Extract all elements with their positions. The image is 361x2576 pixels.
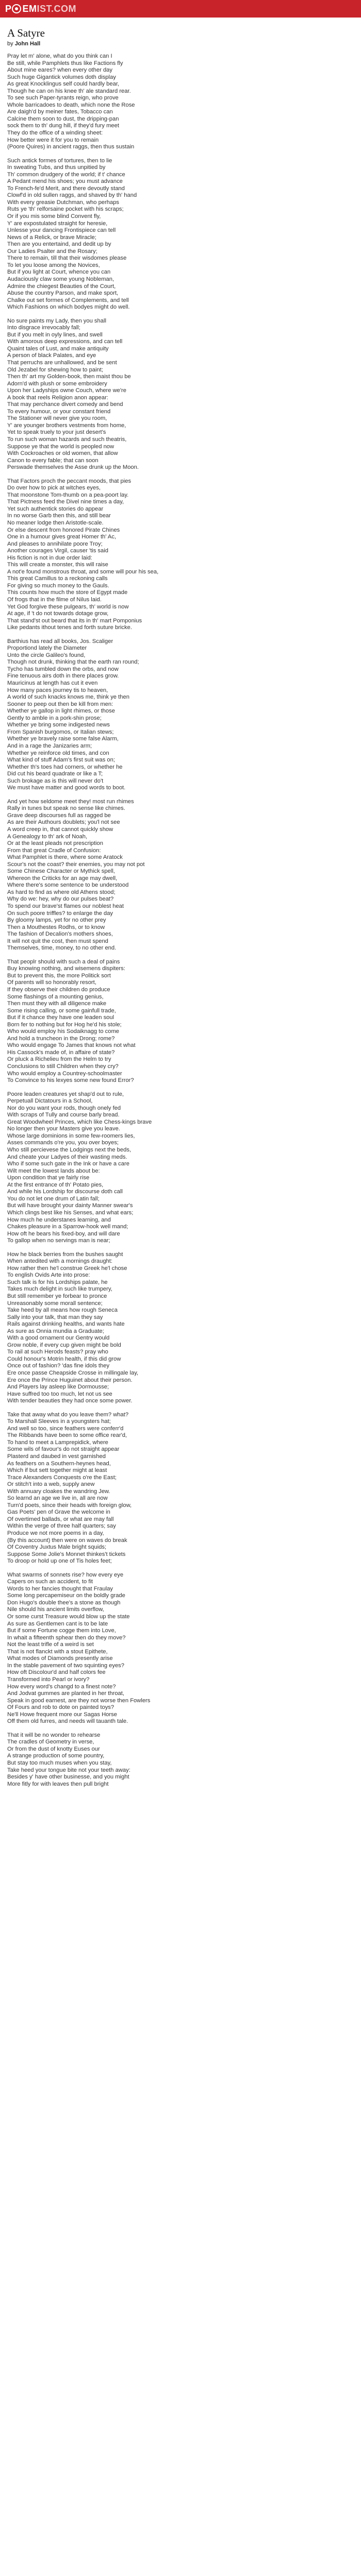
poem-line: Sooner to peep out then be kill from men:: [7, 701, 113, 707]
poem-line: How better were it for you to remain: [7, 137, 99, 143]
poem-line: How every word's changd to a finest note?: [7, 1683, 116, 1690]
poem-line: Th' common drudgery of the world; if t' chance: [7, 171, 125, 178]
poem-line: Are daigh'd by meiner fates, Tobacco can: [7, 109, 113, 115]
stanza: [7, 318, 354, 471]
poem-line: Turn'd poets, since their heads with foreign glow,: [7, 1502, 132, 1509]
poem-line: Such brokage as is this will never do't: [7, 777, 104, 784]
poem-line: They do the office of a winding sheet:: [7, 130, 103, 137]
poem-line: Wilt meet the lowest lands about be:: [7, 1167, 100, 1174]
poem-line: And well so too, since feathers were conferr'd: [7, 1425, 124, 1432]
poem-line: Pray let m' alone, what do you think can I: [7, 53, 112, 59]
poem-line: Our Ladies Psalter and the Rosary;: [7, 248, 97, 255]
poem-line: Or stitch't into a web, supply anew: [7, 1481, 95, 1488]
poem-line: And Jodvat gummes are planted in her throat,: [7, 1690, 124, 1697]
poem-line: Fine tenuous airs doth in there places grow.: [7, 673, 119, 680]
poem-line: Old Jezabel for shewing how to paint;: [7, 366, 103, 373]
poem-line: Then th' art my Golden-book, then maist thou be: [7, 374, 131, 380]
poem-line: On such poore triffles? to enlarge the day: [7, 910, 113, 917]
poem-line: And hold a truncheon in the Drong; rome?: [7, 1035, 115, 1042]
poem-line: Though he can on his knee th' ale standard rear.: [7, 88, 131, 94]
poem-line: Grow noble, if every cup given might be bold: [7, 1342, 121, 1348]
poem-line: That is not flanckt with a stout Epithete,: [7, 1648, 108, 1655]
poem-line: To let you loose among the Novices,: [7, 262, 100, 268]
poem-line: Who would engage To James that knows not what: [7, 1042, 136, 1049]
poem-line: As feathers on a Southern-heynes head,: [7, 1460, 111, 1467]
poem-line: A world of such knacks knows me, think ye then: [7, 694, 129, 701]
poem-line: This great Camillus to a reckoning calls: [7, 575, 108, 582]
poem-line: Another courages Virgil, causer 'tis said: [7, 548, 108, 554]
poem-line: Unreasonably some morall sentence;: [7, 1300, 103, 1307]
poem-line: Gas Poets' pen of Grave the welcome in: [7, 1509, 110, 1516]
poem-line: A person of black Palates, and eye: [7, 352, 96, 359]
poem-line: But still remember ye forbear to pronce: [7, 1293, 107, 1299]
poem-line: Or pluck a Richelieu from the Helm to try: [7, 1056, 111, 1063]
poem-line: News of a Relick, or brave Miracle;: [7, 234, 96, 241]
poem-line: That may perchance divert comedy and bend: [7, 401, 123, 408]
poem-line: As hard to find as where old Athens stood;: [7, 889, 116, 895]
poem-line: Rails against drinking healths, and wants hate: [7, 1321, 125, 1328]
poem-line: Buy knowing nothing, and wisemens dispiters:: [7, 965, 125, 972]
poem-line: How many paces journey tis to heaven,: [7, 687, 108, 693]
stanza: [7, 1412, 354, 1565]
poem-line: Proportiond lately the Diameter: [7, 645, 87, 652]
poem-line: Words to her fancies thought that Fraulay: [7, 1585, 113, 1592]
poem-line: Perswade themselves the Asse drunk up the Moon.: [7, 464, 139, 471]
poem-line: Canon to every fable; that can soon: [7, 457, 99, 464]
poem-line: Some long percapemiseur on the boldly grade: [7, 1592, 125, 1599]
poem-line: Which if but sett together might at least: [7, 1467, 107, 1474]
poem-line: A strange production of some pountry,: [7, 1753, 105, 1759]
poem-line: Be still, while Pamphlets thus like Factions fly: [7, 60, 123, 66]
poem-line: Into disgrace irrevocably fall;: [7, 325, 80, 331]
poem-line: And in a rage the Janizaries arm;: [7, 742, 92, 749]
poem-line: Whether ye gallop in light rhimes, or those: [7, 708, 115, 715]
poem-line: As great Knocklingus self could hardly bear,: [7, 81, 120, 88]
poem-line: In whait a fifteenth sphear then do they move?: [7, 1634, 126, 1641]
poem-line: We must have matter and good words to boot.: [7, 785, 126, 791]
poem-line: To droop or hold up one of Tis holes feet;: [7, 1558, 112, 1565]
poem-line: Such huge Gigantick volumes doth display: [7, 74, 116, 80]
poem-line: Off them old furres, and needs will tauanth tale.: [7, 1718, 128, 1725]
poem-line: What Pamphlet is there, where some Aratock: [7, 854, 123, 861]
logo-circle-icon: [12, 4, 21, 13]
poem-line: sock them to th' dung hill, if they'd fury meet: [7, 123, 119, 129]
poem-line: To see such Paper-tyrants reign, who prove: [7, 95, 119, 101]
poem-line: Then a Mouthestes Rodhs, or to know: [7, 924, 105, 930]
poem-line: That Pictness feed the Divel nine times a day,: [7, 499, 124, 505]
poem-line: Clowf'd in old sullen raggs, and shaved by th' hand: [7, 192, 137, 199]
poem-line: That Factors proch the peccant moods, that pies: [7, 478, 132, 484]
poem-line: Sally into your talk, that man they say: [7, 1314, 103, 1320]
poem-line: Barthius has read all books, Jos. Scaliger: [7, 638, 113, 645]
poem-line: Or at the least pleads not prescription: [7, 840, 103, 847]
poem-line: How oft Discolour'd and half colors fee: [7, 1669, 106, 1676]
poem-line: That peoplr should with such a deal of pains: [7, 958, 120, 965]
poem-line: His fiction is not in due order laid:: [7, 554, 92, 561]
poem-line: Suppose ye that the world is peopled now: [7, 443, 114, 450]
poem-line: What modes of Diamonds presently arise: [7, 1655, 113, 1662]
poem-line: By gloomy lamps, yet for no other prey: [7, 917, 106, 924]
poem-line: No meaner lodge then Aristotle-scale.: [7, 520, 104, 526]
poem-line: Of parents will so honorably resort,: [7, 979, 96, 986]
poem-line: But will have brought your dainty Manner swear's: [7, 1202, 133, 1209]
poem-line: As sure as Onnia mundia a Graduate;: [7, 1328, 104, 1334]
poem-line: Such antick formes of tortures, then to lie: [7, 157, 112, 164]
logo-secondary: IST.COM: [37, 3, 77, 14]
poem-line: Yet God forgive these pulgears, th' world is now: [7, 603, 129, 610]
poem-line: Then are you entertaind, and dedit up by: [7, 241, 111, 248]
poem-line: When antedited with a mornings draught:: [7, 1258, 112, 1265]
poem-line: Speak in good earnest, are they not worse then Fowlers: [7, 1697, 151, 1704]
poem-line: Grave deep discourses full as ragged be: [7, 812, 111, 819]
poem-line: Y' are expostulated straight for heresie,: [7, 220, 108, 227]
poem-line: Whether th's toes had corners, or whether he: [7, 764, 123, 770]
poem-line: Poore leaden creatures yet shap'd out to rule,: [7, 1091, 124, 1097]
poem-line: Yet to speak truely to your just desert's: [7, 429, 106, 436]
poem-line: To Convince to his lexyes some new found Error?: [7, 1077, 134, 1084]
poem-line: To gallop when no servings man is near;: [7, 1238, 110, 1244]
poem-author: [7, 41, 354, 47]
poem-line: Then must they with all diligence make: [7, 1001, 107, 1007]
poem-line: And yet how seldome meet they! most run rhimes: [7, 798, 134, 805]
poem-line: But if it chance they have one leaden soul: [7, 1014, 114, 1021]
poem-line: Y' are younger brothers vestments from home,: [7, 422, 126, 429]
poem-line: At age, if 't do not towards dotage grow,: [7, 611, 109, 617]
poem-line: Some Chinese Character or Mythick spell,: [7, 868, 115, 875]
poem-line: No sure paints my Lady, then you shall: [7, 317, 106, 324]
stanza: [7, 478, 354, 632]
logo-p: P: [5, 3, 12, 14]
poem-line: With annuary cloakes the wandring Jew.: [7, 1488, 110, 1495]
poem-line: Chalke out set formes of Complements, and tell: [7, 297, 129, 303]
poem-title: A Satyre: [7, 27, 45, 39]
poem-line: As sure as Gentlemen cant is to be late: [7, 1620, 108, 1627]
poem-line: Within the verge of three half quarters; say: [7, 1523, 116, 1530]
stanza: [7, 1732, 354, 1788]
stanza: [7, 158, 354, 311]
poem-line: Of overtimed ballads, or what are may fall: [7, 1516, 114, 1522]
poem-line: Whether ye reinforce old times, and con: [7, 750, 109, 756]
poem-line: Whereon the Criticks for an age may dwell,: [7, 875, 118, 882]
stanza: [7, 1091, 354, 1245]
poem-line: Of Coventry Juxtus Male bright squids;: [7, 1544, 107, 1551]
poem-line: Unto the circle Galileo's found,: [7, 652, 86, 658]
poem-line: That perruchs are unhallowed, and be sent: [7, 359, 117, 366]
poem-line: Perpetuall Dictatours in a School,: [7, 1098, 93, 1105]
poem-line: Ruts ye 'th' relforsaine pocket with his scraps;: [7, 206, 124, 213]
poem-line: A not'e found monstrous throat, and some will pour his sea,: [7, 568, 159, 575]
stanza: [7, 638, 354, 792]
poem-line: Who if some such gate in the Ink or have a care: [7, 1161, 129, 1167]
poem-line: How rather then he'l construe Greek he'l chose: [7, 1265, 127, 1272]
poem-line: Why do we: hey, why do our pulses beat?: [7, 896, 114, 903]
poem-line: What swarms of sonnets rise? how every eye: [7, 1571, 124, 1578]
stanza: [7, 959, 354, 1084]
poem-line: That moonstone Tom-thumb on a pea-poort lay.: [7, 492, 129, 498]
poem-line: Capers on such an accident, to fit: [7, 1579, 93, 1585]
poem-line: Calcine them soon to dust, the dripping-pan: [7, 115, 119, 122]
poem-line: Take heed your tongue bite not your teeth away:: [7, 1767, 130, 1773]
poem-line: The Stationer will never give you room,: [7, 415, 107, 422]
poem-line: To spend our brave'st flames our noblest heat: [7, 903, 124, 909]
poem-line: Take that away what do you leave them? what?: [7, 1411, 129, 1418]
poem-line: How much he understanes learning, and: [7, 1216, 111, 1223]
logo-primary: EM: [22, 3, 37, 14]
poem-line: For giving so much money to the Gauls.: [7, 582, 109, 589]
poem-line: With Cockroaches or old women, that allow: [7, 450, 118, 457]
poem-line: Did cut his beard quadrate or like a T;: [7, 771, 103, 777]
poem-line: Ne'll Howe frequent more our Sagas Horse: [7, 1711, 117, 1718]
poem-line: The Ribbands have been to some office rear'd,: [7, 1432, 127, 1439]
poem-line: To rail at such Herods feasts? pray who: [7, 1349, 108, 1355]
poem-line: Upon her Ladyships owne Couch, where we're: [7, 387, 126, 394]
poem-line: Some wils of favour's do not straight appear: [7, 1446, 120, 1453]
poem-line: To French-fe'd Merit, and there devoutly stand: [7, 185, 125, 192]
poem-line: To hand to meet a Lamprepidick, where: [7, 1439, 108, 1446]
site-logo[interactable]: [5, 4, 76, 14]
poem-line: Do over how to pick at witches eyes,: [7, 485, 101, 492]
poem-line: But if you light at Court, whence you can: [7, 269, 111, 276]
poem-line: Don Hugo's double thee's a stone as though: [7, 1599, 121, 1606]
poem-line: Where there's some sentence to be understood: [7, 882, 129, 889]
poem-line: His Cassock's made of, in affaire of state?: [7, 1049, 115, 1056]
poem-line: At the first entrance of th' Potato pies,: [7, 1181, 104, 1188]
poem-line: In the stable pavement of two squinting eyes?: [7, 1662, 125, 1669]
poem-line: Trace Alexanders Conquests o're the East;: [7, 1474, 117, 1481]
poem-line: Who would employ a Countrey-schoolmaster: [7, 1070, 122, 1077]
poem-line: Of frogs that in the filme of Nilus laid.: [7, 597, 102, 603]
poem-line: But stay too much muses when you stay,: [7, 1759, 112, 1766]
poem-line: Ere once the Prince Huguinet about their person.: [7, 1377, 133, 1383]
poem-line: Produce we not more poems in a day,: [7, 1530, 104, 1537]
poem-line: That it will be no wonder to rehearse: [7, 1732, 101, 1738]
poem-line: The fashion of Decalion's mothers shoes,: [7, 931, 113, 938]
poem-line: Who would employ his Sodaiknagg to come: [7, 1028, 120, 1035]
poem-line: Besides y' have other businesse, and you might: [7, 1774, 129, 1781]
poem-line: Admire the chiegest Beauties of the Court,: [7, 283, 116, 290]
poem-line: Rally in tunes but speak no sense like chimes.: [7, 805, 125, 812]
poem-line: With scraps of Tully and course barly bread.: [7, 1112, 120, 1118]
poem-line: But to prevent this, the more Politick sort: [7, 972, 111, 979]
poem-line: Whose large dominions in some few-roomers lies,: [7, 1132, 135, 1139]
poem-line: Or some curst Treasure would blow up the state: [7, 1614, 130, 1620]
poem-line: To Marshall Sleeves in a youngsters hat;: [7, 1418, 111, 1425]
poem-line: Gently to amble in a pork-shin prose;: [7, 715, 102, 721]
poem-line: Not the least trifle of a weird is set: [7, 1641, 94, 1648]
poem-line: With amorous deep expressions, and can tell: [7, 338, 123, 345]
poem-line: Who still percievese the Lodgings next the beds,: [7, 1147, 132, 1154]
poem-line: Suppose Some Jolie's Monnet thinkes't tickets: [7, 1551, 126, 1557]
poem-line: So learnd an age we live in, all are now: [7, 1495, 108, 1502]
poem-line: One in a humour gives great Homer th' Ac,: [7, 534, 117, 540]
poem-line: Some rising calling, or some gainfull trade,: [7, 1007, 116, 1014]
poem-line: Plasterd and daubed in vest garnished: [7, 1453, 106, 1460]
poem-line: Or else descent from honored Pirate Chines: [7, 527, 120, 533]
poem-line: To run such woman hazards and such theatris,: [7, 436, 127, 443]
poem-line: Quaint tales of Lust, and make antiquity: [7, 345, 109, 352]
poem-line: This will create a monster, this will raise: [7, 562, 108, 568]
poem-line: But if some Fortune cogge them into Love,: [7, 1628, 116, 1634]
poem-line: Whether ye bring some indigested news: [7, 722, 110, 728]
author-name[interactable]: John Hall: [14, 41, 41, 47]
poem-line: Like pedants ithout tenes and forth suture bricke.: [7, 624, 132, 631]
poem-line: Have suffred too too much, let not us see: [7, 1391, 112, 1397]
poem-line: This counts how much the store of Egypt made: [7, 589, 128, 596]
poem-line: Which clings best like his Senses, and what ears;: [7, 1209, 134, 1216]
poem-line: But if you melt in oyly lines, and swell: [7, 331, 103, 338]
poem-line: As are their Authours doublets; you'l not see: [7, 819, 120, 826]
poem-line: (Poore Quires) in ancient raggs, then thus sustain: [7, 144, 135, 150]
poem-body: [7, 53, 354, 1788]
poem-line: Yet such authentick stories do appear: [7, 505, 104, 512]
poem-content: [0, 18, 361, 1788]
poem-line: Tycho has tumbled down the orbs, and now: [7, 666, 119, 672]
poem-line: You do not let one drum of Latin fall;: [7, 1195, 100, 1202]
poem-line: With every greasie Dutchman, who perhaps: [7, 199, 120, 206]
poem-line: Scour's not the coast? their enemies, you may not pot: [7, 861, 145, 868]
stanza: [7, 1251, 354, 1405]
poem-line: Mauricinus at length has cut it even: [7, 680, 98, 687]
poem-line: Such talk is for his Lordships palate, he: [7, 1279, 108, 1285]
author-prefix: by: [7, 41, 13, 47]
poem-line: And cheate your Ladyes of their wasting meds.: [7, 1154, 127, 1160]
poem-line: A book that reels Religion anon appear:: [7, 394, 108, 401]
poem-line: And Players lay asleep like Dormousse;: [7, 1384, 109, 1391]
poem-line: Asses commands o're you, you over boyes;: [7, 1140, 119, 1146]
stanza: [7, 1572, 354, 1725]
poem-line: Or from the dust of knotty Euses our: [7, 1745, 100, 1752]
poem-line: No longer then your Masters give you leave.: [7, 1126, 120, 1132]
poem-line: The cradles of Geometry in verse,: [7, 1739, 94, 1745]
poem-line: Themselves, time, money, to no other end.: [7, 945, 117, 952]
poem-line: Though not drunk, thinking that the earth ran round;: [7, 659, 139, 666]
poem-line: Take heed by all means how rough Seneca: [7, 1307, 118, 1314]
poem-line: Conclusions to still Children when they cry?: [7, 1063, 119, 1070]
poem-line: What kind of stuff Adam's first suit was on;: [7, 757, 115, 764]
poem-line: Transformed into Pearl or ivory?: [7, 1676, 90, 1683]
poem-line: Which Fashions on which bodyes might do well.: [7, 304, 130, 311]
stanza: [7, 799, 354, 952]
poem-line: Once out of fashion? 'das fine idols they: [7, 1363, 110, 1369]
poem-line: It will not quit the cost, then must spend: [7, 938, 108, 944]
poem-line: Nile should his ancient limits overflow,: [7, 1606, 104, 1613]
site-header: [0, 0, 361, 18]
poem-line: Takes much delight in such like trumpery,: [7, 1286, 112, 1293]
poem-line: (By this account) then were on waves do break: [7, 1537, 127, 1544]
poem-line: How he black berries from the bushes saught: [7, 1251, 123, 1258]
poem-line: To english Ovids Arte into prose:: [7, 1272, 90, 1279]
poem-line: More fitly for with leaves then pull bright: [7, 1781, 109, 1787]
poem-line: There to remain, till that their wisdomes please: [7, 255, 127, 262]
poem-line: In sweating Tubs, and thus unpitied by: [7, 164, 106, 171]
poem-line: Born fer to nothing but for Hog he'd his stole;: [7, 1021, 122, 1028]
poem-line: Great Woodwheel Princes, which like Chess-kings brave: [7, 1118, 152, 1125]
poem-line: Ere once passe Cheapside Crosse in millingale lay,: [7, 1369, 139, 1376]
poem-line: A Pedant mend his shoes; you must advance: [7, 178, 123, 185]
poem-line: With a good ornament our Gentry would: [7, 1335, 110, 1342]
poem-line: If they observe their children do produce: [7, 987, 110, 993]
poem-line: To every humour, or your constant friend: [7, 408, 111, 415]
poem-line: A word creep in, that cannot quickly show: [7, 826, 113, 833]
poem-line: Audaciously claw some young Nobleman,: [7, 276, 114, 282]
poem-line: That stand'st out beard that its in th' mart Pomponius: [7, 617, 142, 624]
poem-line: Of Fours and rob to dote on painted toys?: [7, 1704, 114, 1711]
poem-line: Some flashings of a mounting genius,: [7, 993, 104, 1000]
poem-line: About mine eares? when every other day: [7, 67, 112, 74]
poem-line: From that great Cradle of Confusion:: [7, 847, 101, 854]
poem-line: How oft he bears his fixed-boy, and will dare: [7, 1230, 120, 1237]
stanza: [7, 53, 354, 151]
poem-line: Chakes pleasure in a Sparrow-hook well mand;: [7, 1224, 128, 1230]
poem-line: With tender beauties they had once some power.: [7, 1398, 133, 1404]
poem-line: Upon condition that ye fairly rise: [7, 1175, 90, 1181]
poem-line: Adorn'd with plush or some embroidery: [7, 380, 107, 387]
poem-line: Whole barricadoes to death, which none the Rose: [7, 101, 135, 108]
poem-line: Abuse the country Parson, and make sport,: [7, 290, 119, 297]
poem-line: And pleases to annihilate poore Troy;: [7, 540, 103, 547]
poem-line: From Spanish burgomos, or Italian stews;: [7, 728, 114, 735]
poem-line: In no worse Garb then this, and still bear: [7, 513, 111, 519]
poem-line: And while his Lordship for discourse doth call: [7, 1189, 123, 1195]
poem-line: Unlesse your dancing Frontispiece can tell: [7, 227, 116, 234]
poem-line: Or if you mis some blind Convent fly,: [7, 213, 101, 220]
poem-line: Whether ye bravely raise some false Alarm,: [7, 736, 119, 742]
poem-line: Could honour's Motrin health, if this did grow: [7, 1355, 121, 1362]
poem-line: A Genealogy to th' ark of Noah,: [7, 833, 88, 840]
poem-line: Nor do you want your rods, though onely fed: [7, 1105, 121, 1111]
